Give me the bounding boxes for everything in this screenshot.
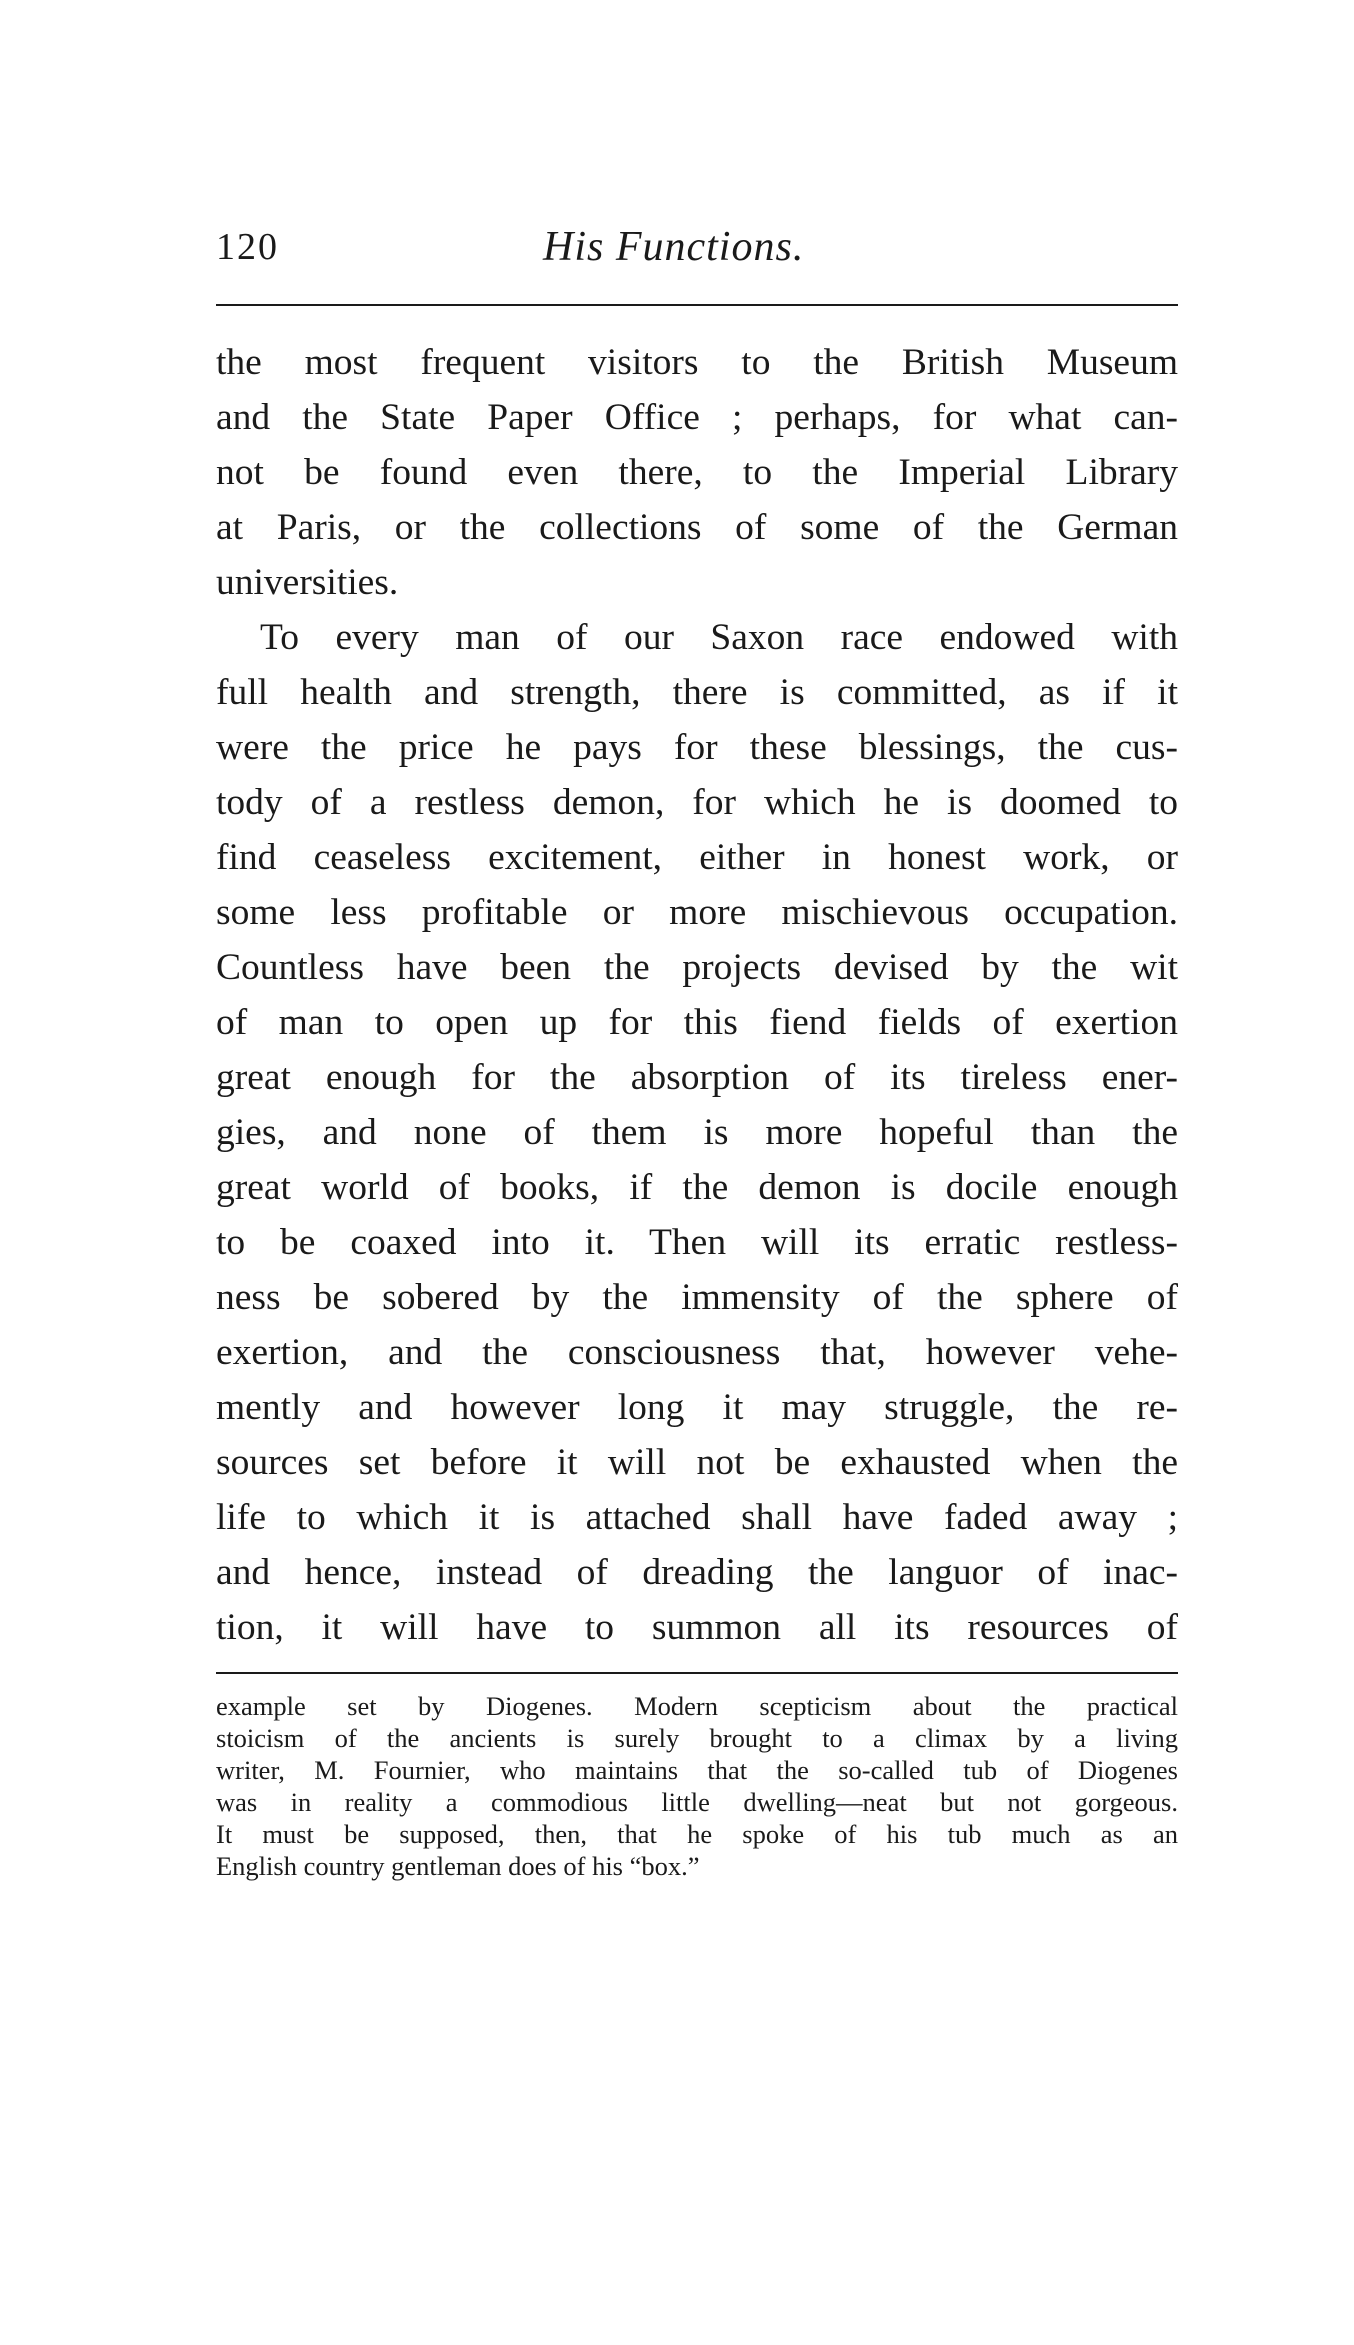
text-line: ness be sobered by the immensity of the sphere of	[216, 1277, 1178, 1318]
footnote-line: was in reality a commodious little dwelling—neat but not gorgeous.	[216, 1787, 1178, 1817]
text-line: full health and strength, there is committed, as if it	[216, 672, 1178, 713]
footnote-line: writer, M. Fournier, who maintains that the so-called tub of Diogenes	[216, 1755, 1178, 1785]
text-line: mently and however long it may struggle, the re-	[216, 1387, 1178, 1428]
text-line: great world of books, if the demon is docile enough	[216, 1167, 1178, 1208]
text-line: not be found even there, to the Imperial Library	[216, 452, 1178, 493]
body-text	[216, 335, 1178, 1655]
footnote-line: example set by Diogenes. Modern scepticism about the practical	[216, 1691, 1178, 1721]
footnote-line: English country gentleman does of his “box.”	[216, 1851, 700, 1881]
text-line: tion, it will have to summon all its resources of	[216, 1607, 1178, 1648]
text-line: sources set before it will not be exhausted when the	[216, 1442, 1178, 1483]
running-head: His Functions.	[543, 224, 805, 270]
text-line: Countless have been the projects devised by the wit	[216, 947, 1178, 988]
footnote-line: It must be supposed, then, that he spoke of his tub much as an	[216, 1819, 1178, 1849]
footnote	[216, 1690, 1178, 1882]
text-line: of man to open up for this fiend fields of exertion	[216, 1002, 1178, 1043]
text-line: exertion, and the consciousness that, however vehe-	[216, 1332, 1178, 1373]
text-line: tody of a restless demon, for which he is doomed to	[216, 782, 1178, 823]
text-line: to be coaxed into it. Then will its erratic restless-	[216, 1222, 1178, 1263]
text-line: at Paris, or the collections of some of the German	[216, 507, 1178, 548]
text-line: life to which it is attached shall have faded away ;	[216, 1497, 1178, 1538]
footnote-line: stoicism of the ancients is surely brought to a climax by a living	[216, 1723, 1178, 1753]
text-line: find ceaseless excitement, either in honest work, or	[216, 837, 1178, 878]
text-line: some less profitable or more mischievous occupation.	[216, 892, 1178, 933]
page-number: 120	[216, 226, 279, 268]
text-line: great enough for the absorption of its tireless ener-	[216, 1057, 1178, 1098]
footnote-rule	[216, 1672, 1178, 1674]
text-line: the most frequent visitors to the British Museum	[216, 342, 1178, 383]
text-line: were the price he pays for these blessings, the cus-	[216, 727, 1178, 768]
text-line: and hence, instead of dreading the languor of inac-	[216, 1552, 1178, 1593]
text-line: gies, and none of them is more hopeful than the	[216, 1112, 1178, 1153]
text-line: and the State Paper Office ; perhaps, for what can-	[216, 397, 1178, 438]
text-line: To every man of our Saxon race endowed with	[260, 617, 1178, 658]
text-line: universities.	[216, 562, 399, 603]
header-rule	[216, 304, 1178, 306]
